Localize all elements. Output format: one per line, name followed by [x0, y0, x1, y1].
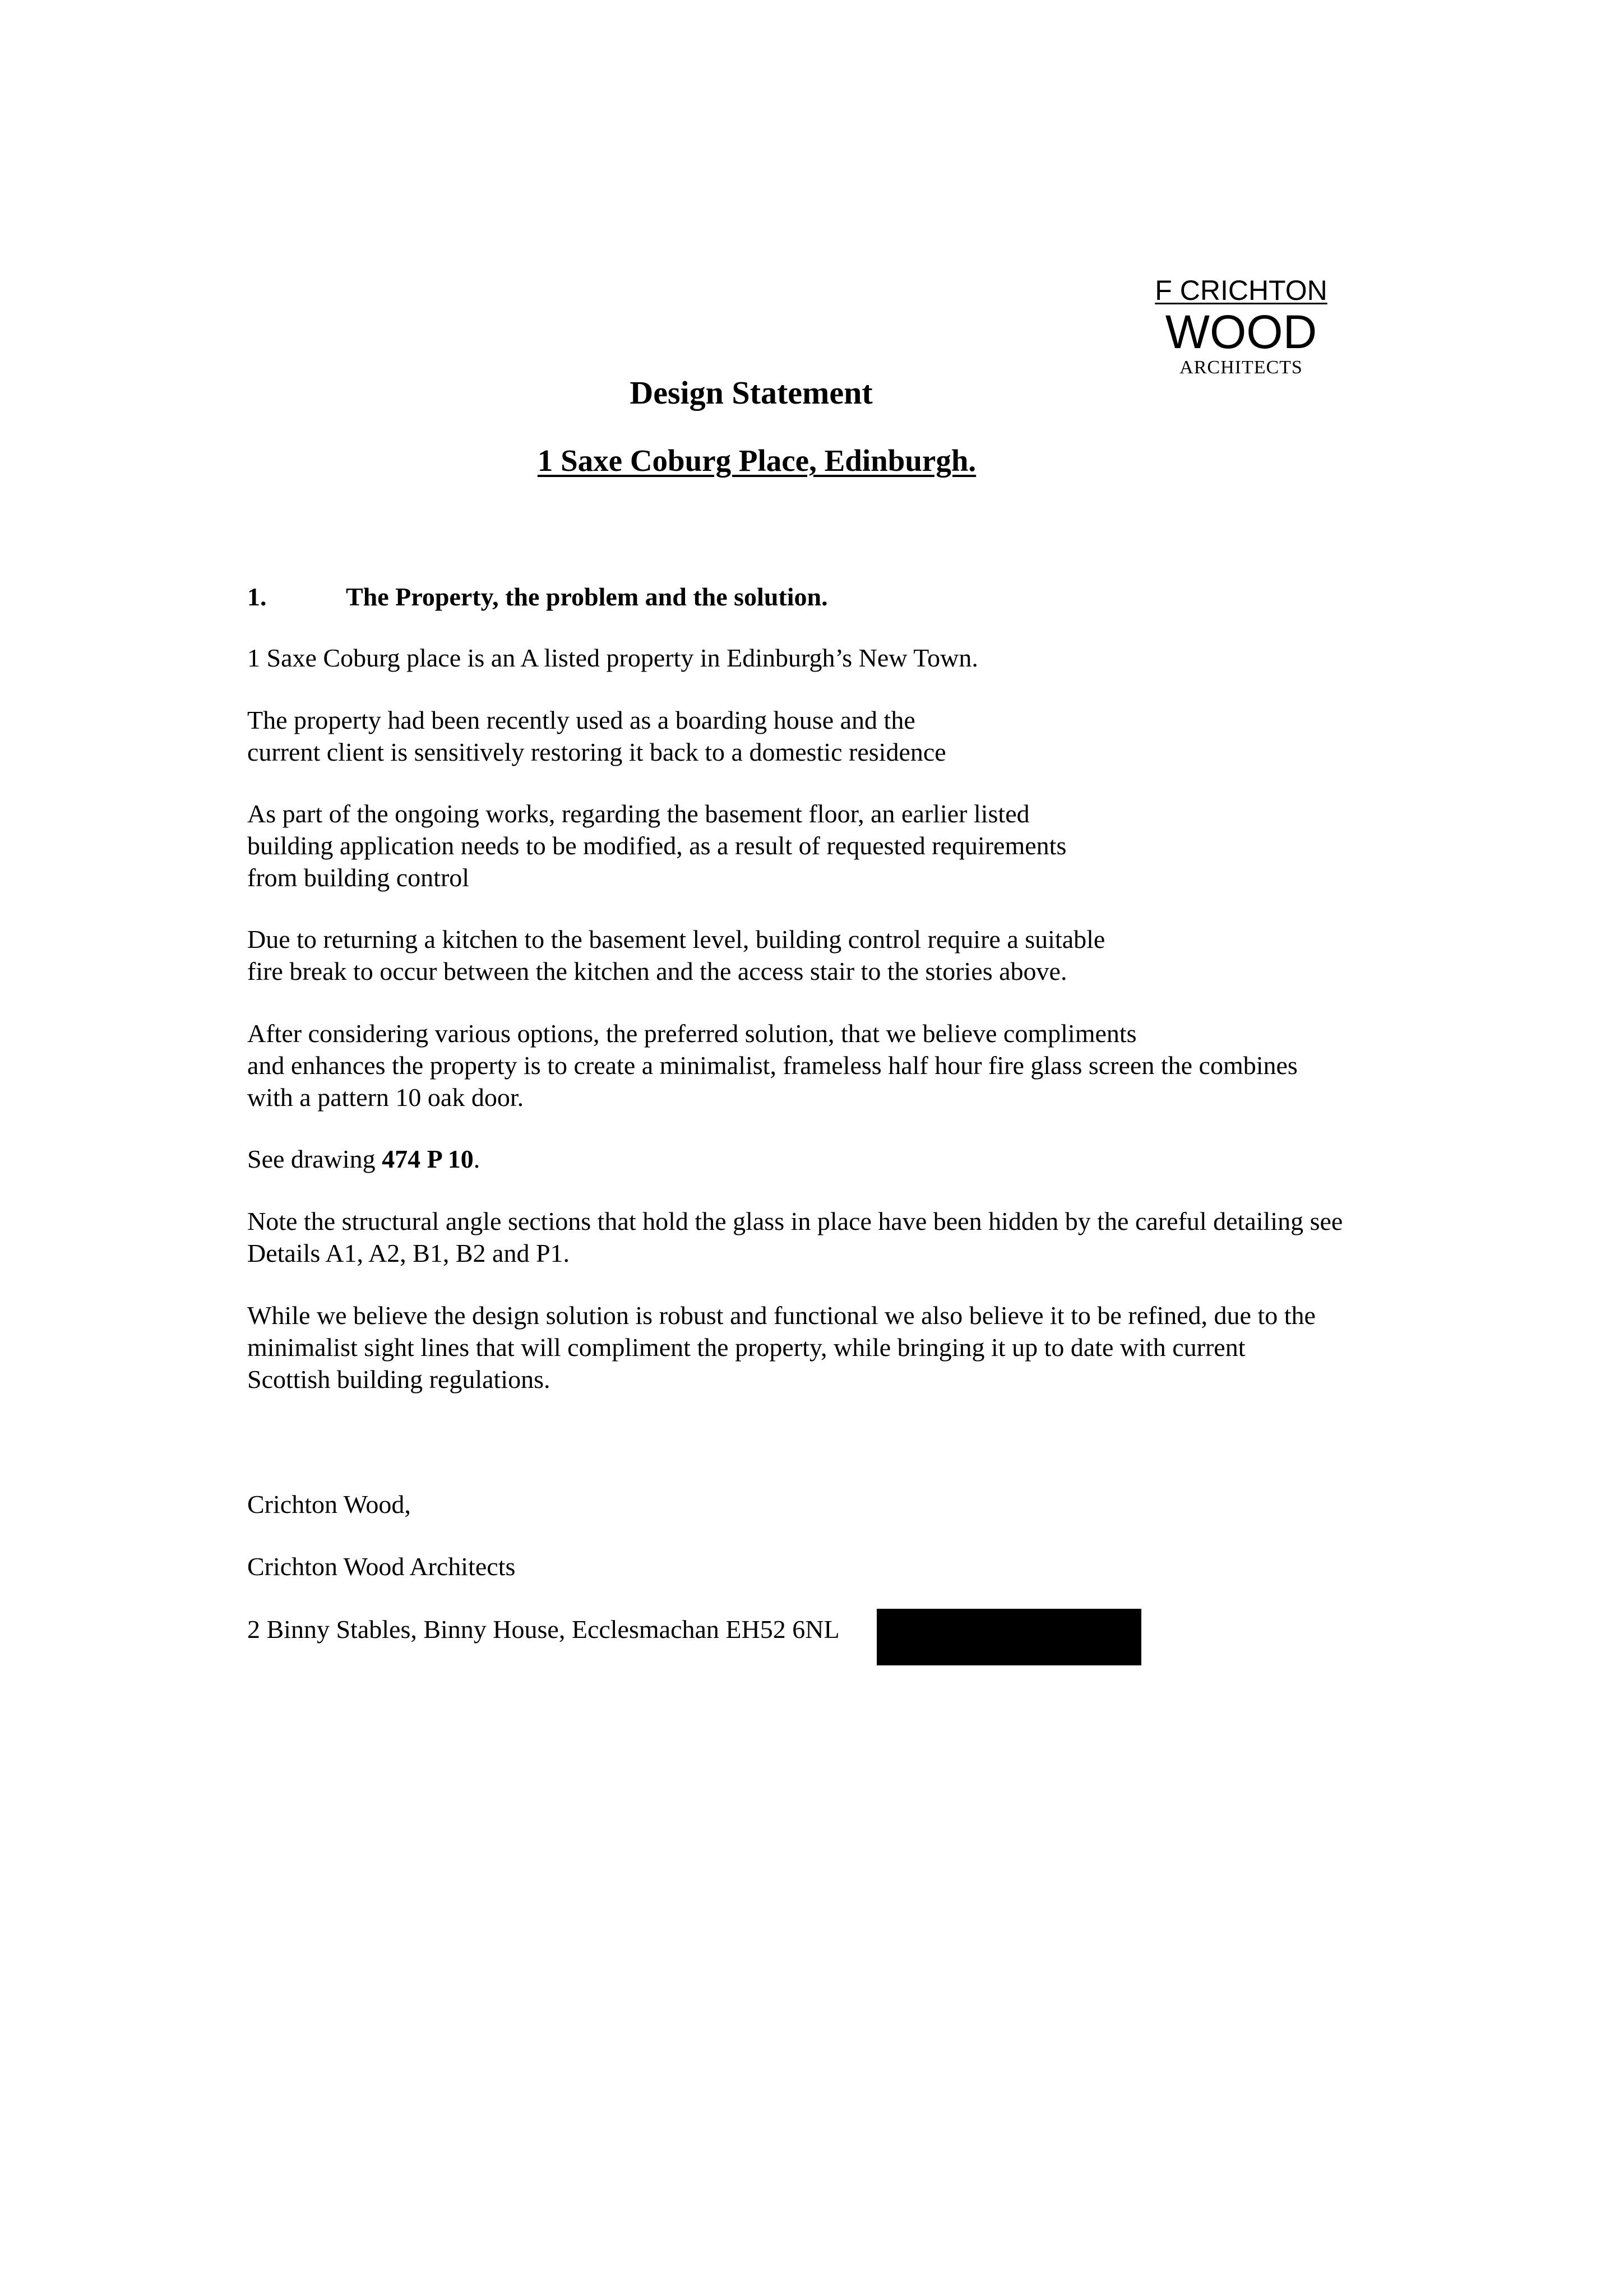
signature-firm — [247, 1550, 1424, 1582]
signature-address-text: 2 Binny Stables, Binny House, Ecclesmachan EH52 6NL — [247, 1615, 840, 1644]
paragraph-line: Due to returning a kitchen to the basement level, building control require a suitable — [247, 925, 1105, 953]
paragraph-line: Scottish building regulations. — [247, 1365, 550, 1394]
document-title: Design Statement — [630, 374, 873, 411]
section-heading: The Property, the problem and the solution. — [346, 582, 828, 611]
paragraph-line: minimalist sight lines that will compliment the property, while bringing it up to date with current — [247, 1333, 1246, 1362]
paragraph-line: While we believe the design solution is robust and functional we also believe it to be refined, due to the — [247, 1301, 1316, 1330]
paragraph-8 — [247, 1299, 1424, 1395]
signature-address — [247, 1613, 1424, 1645]
paragraph-line: 1 Saxe Coburg place is an A listed property in Edinburgh’s New Town. — [247, 644, 978, 672]
signature-name-text: Crichton Wood, — [247, 1490, 411, 1519]
drawing-reference: 474 P 10 — [382, 1145, 474, 1173]
logo-line-2: WOOD — [1165, 305, 1317, 358]
paragraph-line: current client is sensitively restoring it back to a domestic residence — [247, 738, 946, 766]
paragraph-line: and enhances the property is to create a minimalist, frameless half hour fire glass screen the combines — [247, 1051, 1298, 1080]
company-logo — [1123, 274, 1359, 379]
paragraph-3 — [247, 798, 1424, 894]
paragraph-line: The property had been recently used as a boarding house and the — [247, 706, 915, 734]
redaction-block — [877, 1609, 1141, 1665]
signature-name — [247, 1488, 1424, 1520]
paragraph-7 — [247, 1205, 1424, 1269]
paragraph-line: building application needs to be modified, as a result of requested requirements — [247, 831, 1067, 860]
paragraph-line: with a pattern 10 oak door. — [247, 1083, 524, 1112]
paragraph-line: from building control — [247, 863, 470, 892]
logo-line-1: F CRICHTON — [1155, 275, 1327, 306]
paragraph-2 — [247, 704, 1424, 768]
paragraph-5 — [247, 1017, 1424, 1113]
drawing-prefix: See drawing — [247, 1145, 382, 1173]
section-number: 1. — [247, 582, 267, 611]
paragraph-line: Details A1, A2, B1, B2 and P1. — [247, 1239, 570, 1267]
paragraph-line: As part of the ongoing works, regarding the basement floor, an earlier listed — [247, 799, 1030, 828]
paragraph-6 — [247, 1143, 1424, 1175]
paragraph-1 — [247, 642, 1424, 674]
paragraph-4 — [247, 923, 1424, 987]
signature-firm-text: Crichton Wood Architects — [247, 1552, 516, 1581]
drawing-suffix: . — [473, 1145, 480, 1173]
paragraph-line — [247, 1143, 1424, 1175]
paragraph-line: Note the structural angle sections that hold the glass in place have been hidden by the careful detailing see — [247, 1207, 1343, 1235]
paragraph-line: After considering various options, the preferred solution, that we believe compliments — [247, 1019, 1137, 1048]
logo-line-3: ARCHITECTS — [1179, 357, 1303, 378]
paragraph-line: fire break to occur between the kitchen and the access stair to the stories above. — [247, 957, 1067, 985]
document-subtitle: 1 Saxe Coburg Place, Edinburgh. — [537, 443, 977, 478]
